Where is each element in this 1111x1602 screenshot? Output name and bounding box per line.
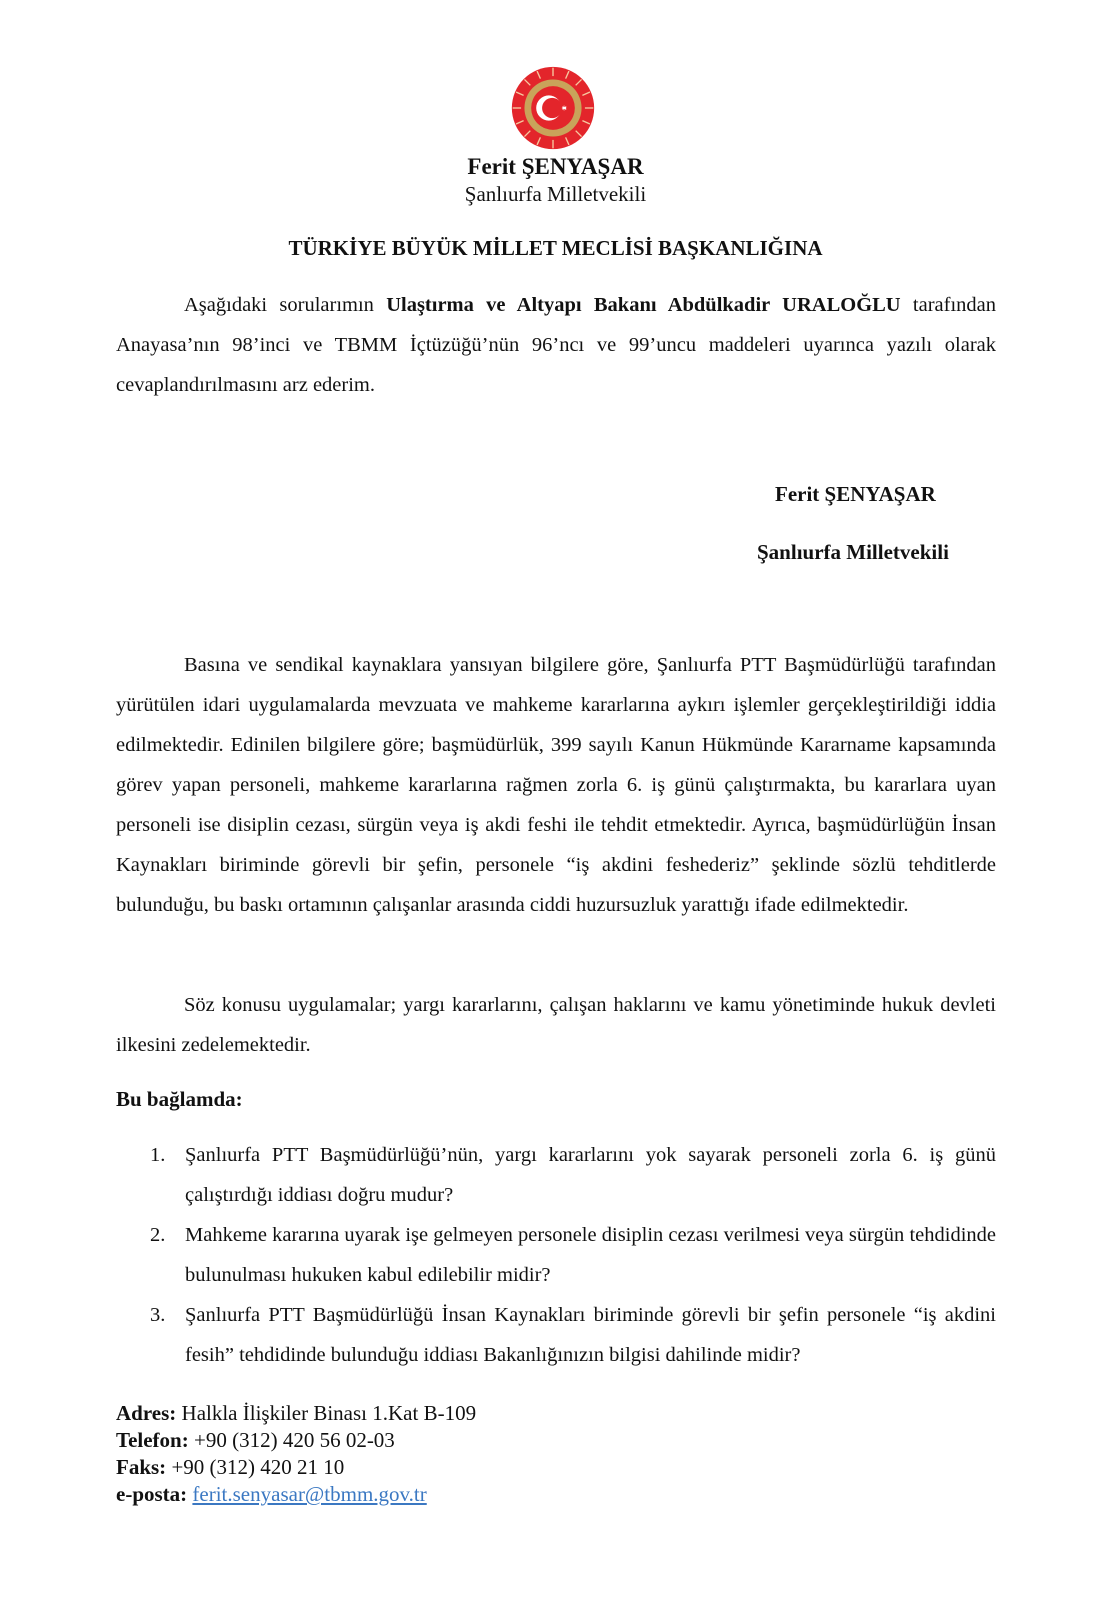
signature-title: Şanlıurfa Milletvekili: [757, 540, 949, 564]
contact-address: [116, 1400, 476, 1427]
contact-phone: [116, 1427, 476, 1454]
question-number: 1.: [150, 1144, 166, 1166]
body-paragraph-1-text: Basına ve sendikal kaynaklara yansıyan bilgilere göre, Şanlıurfa PTT Başmüdürlüğü tarafından yürütülen idari uygulamalarda mevzuata ve mahkeme kararlarına aykırı işlemler gerçekleştirildiği iddia edilmektedir. Edinilen bilgilere göre; başmüdürlük, 399 sayılı Kanun Hükmünde Kararname kapsamında görev yapan personeli, mahkeme kararlarına rağmen zorla 6. iş günü çalıştırmakta, bu kararlara uyan personeli ise disiplin cezası, sürgün veya iş akdi feshi ile tehdit etmektedir. Ayrıca, başmüdürlüğün İnsan Kaynakları biriminde görevli bir şefin, personele “iş akdini feshederiz” şeklinde sözlü tehditlerde bulunduğu, bu baskı ortamının çalışanlar arasında ciddi huzursuzluk yarattığı ifade edilmektedir.: [116, 654, 996, 916]
tbmm-emblem-icon: [511, 66, 595, 150]
contact-block: [116, 1400, 476, 1508]
body-paragraph-1: [116, 645, 996, 925]
address-label: Adres:: [116, 1401, 177, 1425]
minister-name: Ulaştırma ve Altyapı Bakanı Abdülkadir URALOĞLU: [386, 294, 901, 316]
address-value: Halkla İlişkiler Binası 1.Kat B-109: [176, 1401, 477, 1425]
question-text: Mahkeme kararına uyarak işe gelmeyen personele disiplin cezası verilmesi veya sürgün tehdidinde bulunulması hukuken kabul edilebilir midir?: [185, 1224, 996, 1286]
question-item: [116, 1215, 996, 1295]
question-text: Şanlıurfa PTT Başmüdürlüğü İnsan Kaynakları biriminde görevli bir şefin personele “iş akdini fesih” tehdidinde bulunduğu iddiası Bakanlığınızın bilgisi dahilinde midir?: [185, 1304, 996, 1366]
email-label: e-posta:: [116, 1482, 188, 1506]
signature-name: Ferit ŞENYAŞAR: [775, 482, 936, 506]
fax-label: Faks:: [116, 1455, 167, 1479]
question-item: [116, 1295, 996, 1375]
fax-value: +90 (312) 420 21 10: [166, 1455, 345, 1479]
question-number: 3.: [150, 1304, 166, 1326]
phone-value: +90 (312) 420 56 02-03: [188, 1428, 395, 1452]
contact-email: [116, 1481, 476, 1508]
question-number: 2.: [150, 1224, 166, 1246]
contact-fax: [116, 1454, 476, 1481]
header-name: Ferit ŞENYAŞAR: [467, 154, 644, 179]
body-paragraph-2: [116, 985, 996, 1065]
question-item: [116, 1135, 996, 1215]
context-label: Bu bağlamda:: [116, 1087, 243, 1111]
intro-text-1: Aşağıdaki sorularımın: [184, 294, 387, 316]
addressee-heading: TÜRKİYE BÜYÜK MİLLET MECLİSİ BAŞKANLIĞINA: [288, 236, 823, 260]
header-title: Şanlıurfa Milletvekili: [464, 182, 647, 206]
email-link[interactable]: ferit.senyasar@tbmm.gov.tr: [192, 1482, 427, 1506]
question-list: [116, 1135, 996, 1375]
intro-text-2: tarafından Anayasa’nın 98’inci ve TBMM İçtüzüğü’nün 96’ncı ve 99’uncu maddeleri uyarınca yazılı olarak cevaplandırılmasını arz ederim.: [116, 294, 996, 396]
phone-label: Telefon:: [116, 1428, 189, 1452]
intro-paragraph: [116, 285, 996, 405]
body-paragraph-2-text: Söz konusu uygulamalar; yargı kararlarını, çalışan haklarını ve kamu yönetiminde hukuk devleti ilkesini zedelemektedir.: [116, 994, 996, 1056]
question-text: Şanlıurfa PTT Başmüdürlüğü’nün, yargı kararlarını yok sayarak personeli zorla 6. iş günü çalıştırdığı iddiası doğru mudur?: [185, 1144, 996, 1206]
